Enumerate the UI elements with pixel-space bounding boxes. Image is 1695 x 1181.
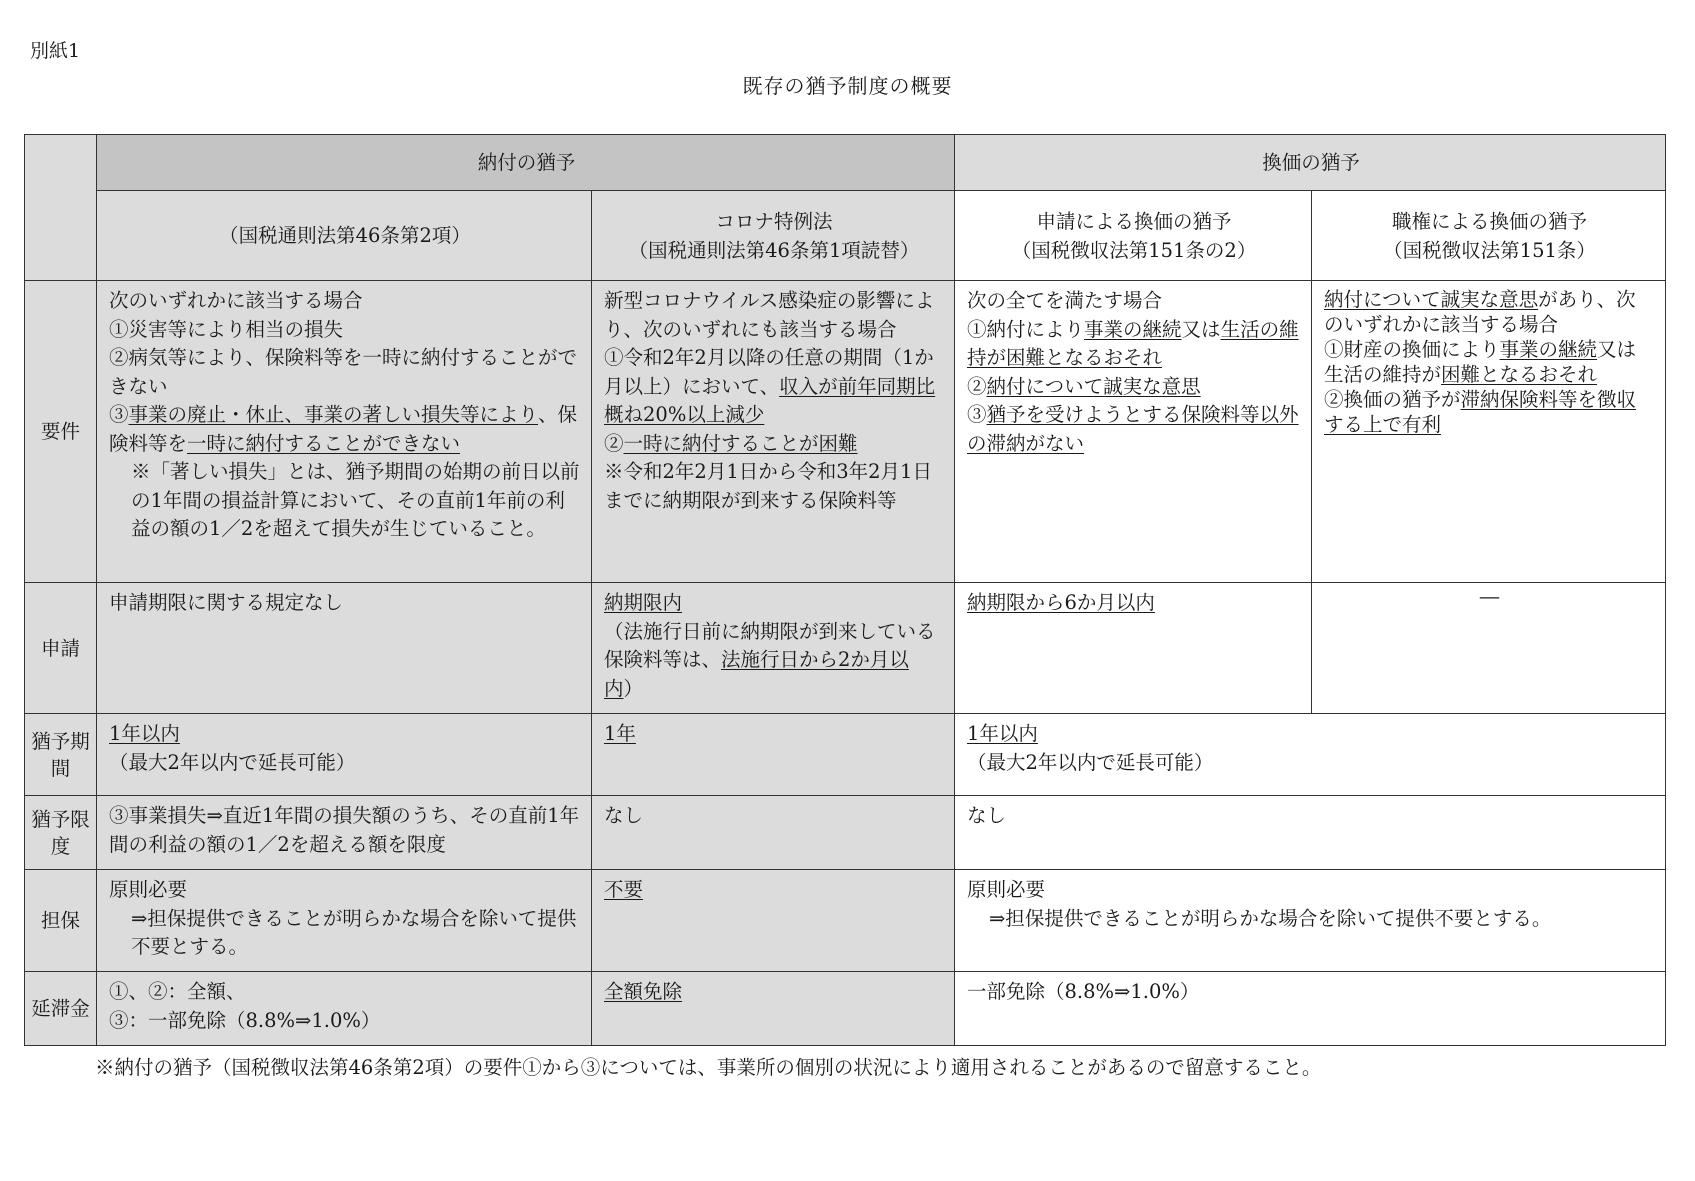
period-corona-special: 1年	[592, 714, 955, 796]
limit-conversion: なし	[955, 796, 1666, 870]
requirements-conversion-ex-officio: 納付について誠実な意思があり、次のいずれかに該当する場合 ①財産の換価により事業の継続又は生活の維持が困難となるおそれ ②換価の猶予が滞納保険料等を徴収する上で有利	[1312, 281, 1666, 583]
security-payment-general: 原則必要 ⇒担保提供できることが明らかな場合を除いて提供不要とする。	[97, 870, 592, 972]
limit-corona-special: なし	[592, 796, 955, 870]
delinquency-conversion: 一部免除（8.8%⇒1.0%）	[955, 972, 1666, 1046]
delinquency-payment-general: ①、②：全額、 ③：一部免除（8.8%⇒1.0%）	[97, 972, 592, 1046]
requirements-corona-special: 新型コロナウイルス感染症の影響により、次のいずれにも該当する場合 ①令和2年2月以降の任意の期間（1か月以上）において、収入が前年同期比概ね20%以上減少 ②一時に納付することが困難 ※令和2年2月1日から令和3年2月1日までに納期限が到来する保険料等	[592, 281, 955, 583]
limit-payment-general: ③事業損失⇒直近1年間の損失額のうち、その直前1年間の利益の額の1／2を超える額を限度	[97, 796, 592, 870]
security-corona-special: 不要	[592, 870, 955, 972]
requirements-row	[25, 281, 1666, 583]
requirements-payment-general: 次のいずれかに該当する場合 ①災害等により相当の損失 ②病気等により、保険料等を一時に納付することができない ③事業の廃止・休止、事業の著しい損失等により、保険料等を一時に納付することができない ※「著しい損失」とは、猶予期間の始期の前日以前の1年間の損益計算において、その直前1年前の利益の額の1／2を超えて損失が生じていること。	[97, 281, 592, 583]
application-conversion-ex-officio: ―	[1312, 583, 1666, 714]
corner-cell	[25, 135, 97, 281]
period-payment-general: 1年以内 （最大2年以内で延長可能）	[97, 714, 592, 796]
period-row	[25, 714, 1666, 796]
footnote: ※納付の猶予（国税徴収法第46条第2項）の要件①から③については、事業所の個別の状況により適用されることがあるので留意すること。	[95, 1056, 1322, 1079]
delinquency-row	[25, 972, 1666, 1046]
security-conversion: 原則必要 ⇒担保提供できることが明らかな場合を除いて提供不要とする。	[955, 870, 1666, 972]
row-label-delinquency: 延滞金	[25, 972, 97, 1046]
grace-system-table	[24, 134, 1666, 1046]
document-title: 既存の猶予制度の概要	[742, 74, 953, 98]
period-conversion: 1年以内 （最大2年以内で延長可能）	[955, 714, 1666, 796]
row-label-application: 申請	[25, 583, 97, 714]
table-subheader-row	[25, 191, 1666, 281]
col3-header: 申請による換価の猶予 （国税徴収法第151条の2）	[955, 191, 1312, 281]
payment-grace-header: 納付の猶予	[97, 135, 955, 191]
application-row	[25, 583, 1666, 714]
row-label-requirements: 要件	[25, 281, 97, 583]
row-label-period: 猶予期間	[25, 714, 97, 796]
col4-header: 職権による換価の猶予 （国税徴収法第151条）	[1312, 191, 1666, 281]
conversion-grace-header: 換価の猶予	[955, 135, 1666, 191]
security-row	[25, 870, 1666, 972]
table-group-header-row	[25, 135, 1666, 191]
requirements-conversion-application: 次の全てを満たす場合 ①納付により事業の継続又は生活の維持が困難となるおそれ ②納付について誠実な意思 ③猶予を受けようとする保険料等以外の滞納がない	[955, 281, 1312, 583]
application-corona-special: 納期限内 （法施行日前に納期限が到来している保険料等は、法施行日から2か月以内）	[592, 583, 955, 714]
row-label-security: 担保	[25, 870, 97, 972]
delinquency-corona-special: 全額免除	[592, 972, 955, 1046]
row-label-limit: 猶予限度	[25, 796, 97, 870]
col2-header: コロナ特例法 （国税通則法第46条第1項読替）	[592, 191, 955, 281]
col1-header: （国税通則法第46条第2項）	[97, 191, 592, 281]
annex-label: 別紙1	[30, 40, 81, 62]
limit-row	[25, 796, 1666, 870]
application-payment-general: 申請期限に関する規定なし	[97, 583, 592, 714]
application-conversion-application: 納期限から6か月以内	[955, 583, 1312, 714]
